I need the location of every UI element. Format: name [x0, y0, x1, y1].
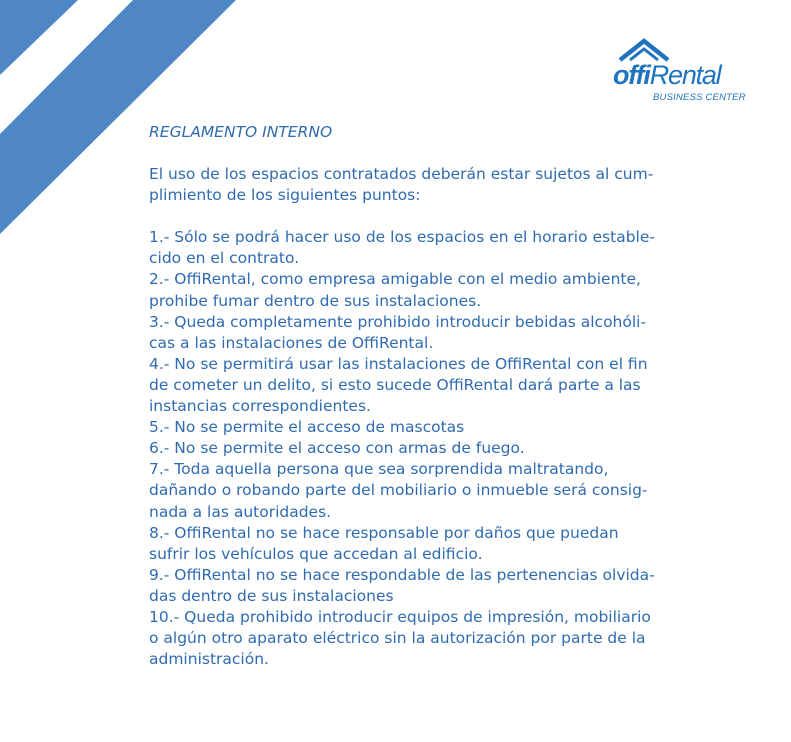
rule-line: 5.- No se permite el acceso de mascotas	[149, 418, 465, 437]
rule-line: 3.- Queda completamente prohibido introducir bebidas alcohóli-	[149, 312, 647, 331]
rule-line: 6.- No se permite el acceso con armas de fuego.	[149, 439, 525, 458]
rule-line: prohibe fumar dentro de sus instalaciones.	[149, 291, 482, 310]
rule-line: dañando o robando parte del mobiliario o inmueble será consig-	[149, 481, 648, 500]
rule-line: 9.- OffiRental no se hace respondable de las pertenencias olvida-	[149, 565, 655, 584]
rule-item-8	[149, 523, 689, 565]
rule-item-3	[149, 312, 689, 354]
rules-list	[149, 227, 689, 670]
rule-line: das dentro de sus instalaciones	[149, 586, 394, 605]
rule-line: nada a las autoridades.	[149, 502, 332, 521]
rule-line: sufrir los vehículos que accedan al edificio.	[149, 544, 483, 563]
brand-tagline: BUSINESS CENTER	[653, 92, 746, 103]
rule-item-9	[149, 565, 689, 607]
rule-item-4	[149, 354, 689, 417]
brand-name-offi: offi	[613, 60, 650, 90]
rule-item-10	[149, 607, 689, 670]
rule-line: de cometer un delito, si esto sucede OffiRental dará parte a las	[149, 375, 641, 394]
intro-paragraph	[149, 164, 689, 206]
rule-line: 10.- Queda prohibido introducir equipos de impresión, mobiliario	[149, 607, 651, 626]
rule-line: 7.- Toda aquella persona que sea sorprendida maltratando,	[149, 460, 609, 479]
rule-line: cas a las instalaciones de OffiRental.	[149, 333, 434, 352]
offirental-logo	[612, 38, 757, 108]
rule-line: 2.- OffiRental, como empresa amigable con el medio ambiente,	[149, 270, 641, 289]
intro-line: El uso de los espacios contratados deberán estar sujetos al cum-	[149, 165, 654, 184]
brand-name-rental: Rental	[649, 60, 721, 90]
rule-item-7	[149, 459, 689, 522]
rule-line: cido en el contrato.	[149, 249, 300, 268]
document-title: REGLAMENTO INTERNO	[149, 123, 333, 141]
rule-line: 4.- No se permitirá usar las instalaciones de OffiRental con el fin	[149, 354, 648, 373]
rule-line: instancias correspondientes.	[149, 397, 371, 416]
rule-item-6	[149, 438, 689, 459]
rule-line: administración.	[149, 650, 269, 669]
rule-item-5	[149, 417, 689, 438]
stripe-small	[0, 0, 78, 75]
rule-line: o algún otro aparato eléctrico sin la autorización por parte de la	[149, 629, 646, 648]
intro-line: plimiento de los siguientes puntos:	[149, 186, 421, 205]
rule-line: 8.- OffiRental no se hace responsable por daños que puedan	[149, 523, 619, 542]
rule-item-2	[149, 269, 689, 311]
brand-wordmark	[613, 58, 721, 92]
rule-line: 1.- Sólo se podrá hacer uso de los espacios en el horario estable-	[149, 228, 655, 247]
document-body	[149, 122, 689, 670]
rule-item-1	[149, 227, 689, 269]
